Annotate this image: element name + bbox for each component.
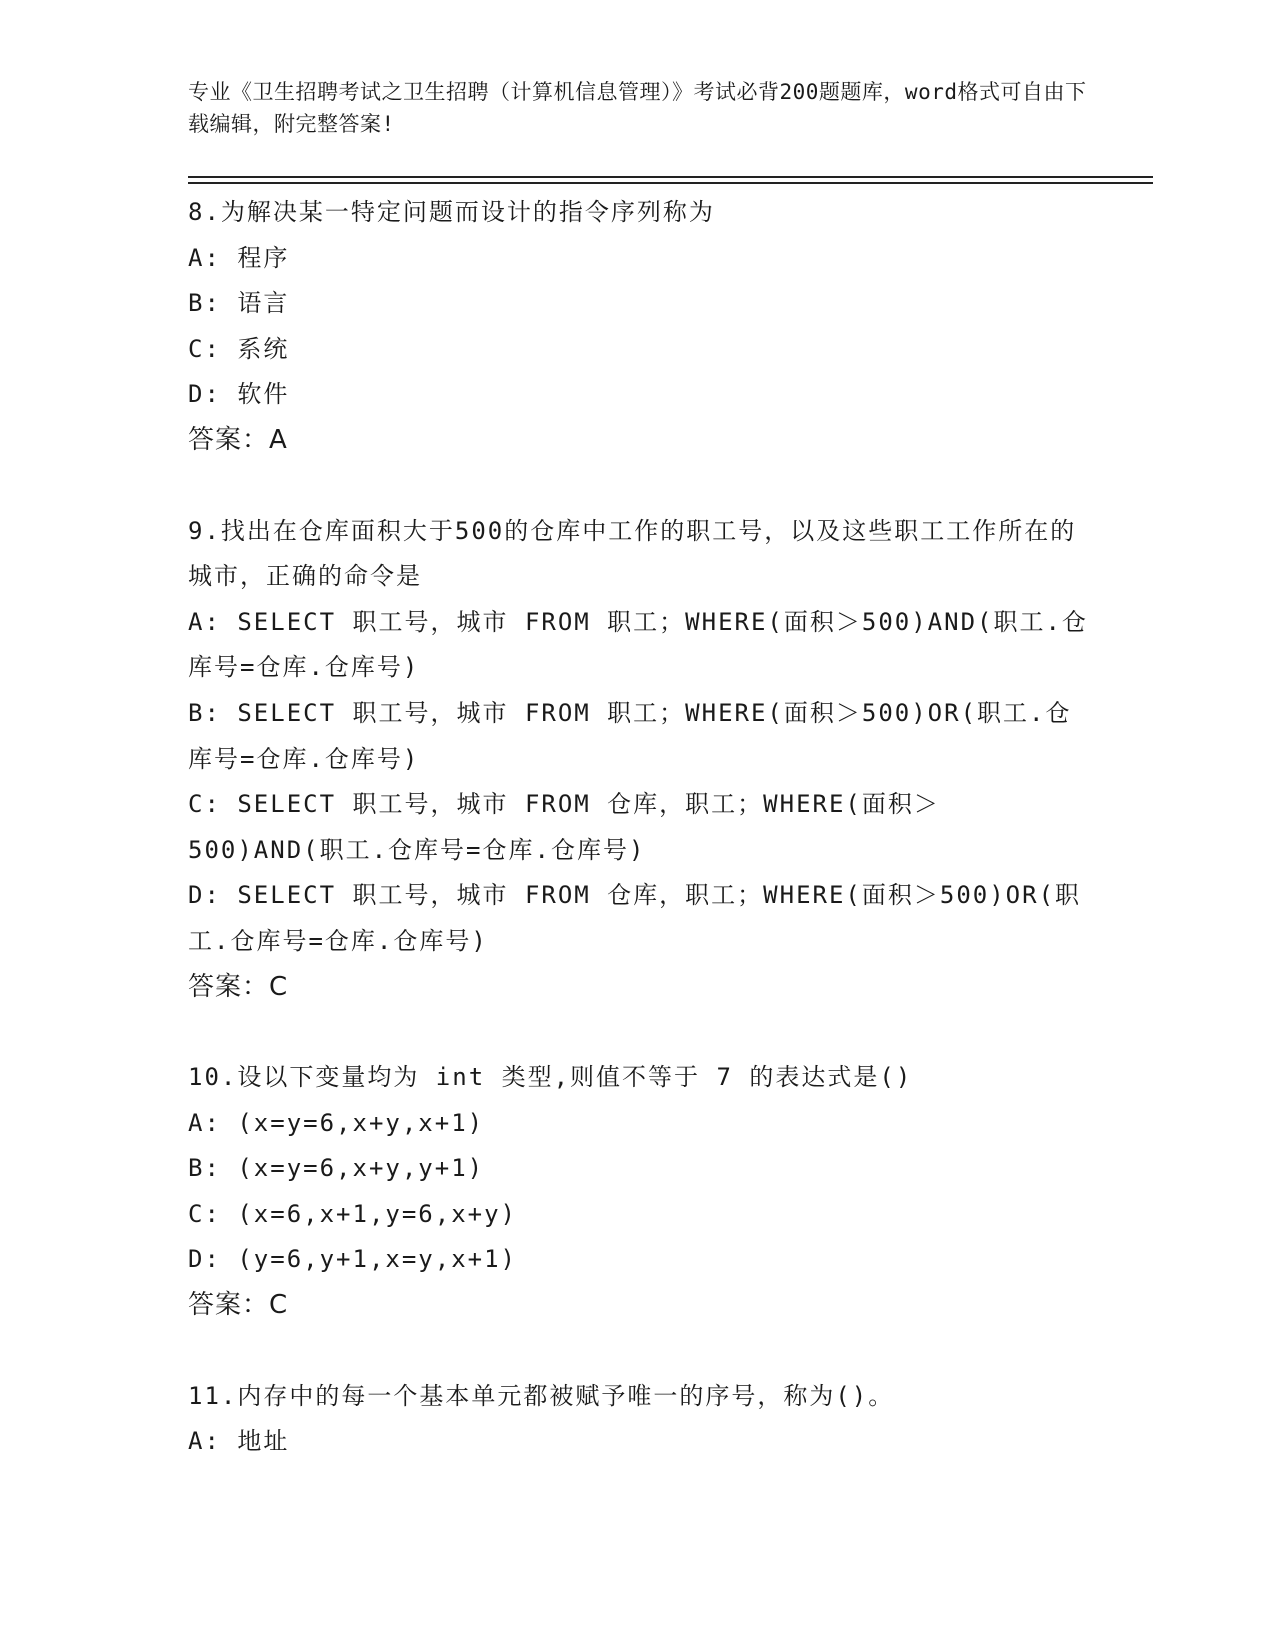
question-8 — [188, 190, 1088, 464]
option-a: A: 地址 — [188, 1427, 290, 1456]
question-stem: 11.内存中的每一个基本单元都被赋予唯一的序号，称为()。 — [188, 1381, 895, 1410]
question-stem: 10.设以下变量均为 int 类型,则值不等于 7 的表达式是() — [188, 1063, 913, 1092]
answer-text: 答案：C — [188, 1290, 289, 1321]
spacer — [188, 464, 1088, 509]
option-d: D: SELECT 职工号，城市 FROM 仓库，职工；WHERE(面积＞500)OR(职工.仓库号=仓库.仓库号) — [188, 881, 1082, 955]
option-c: C: (x=6,x+1,y=6,x+y) — [188, 1199, 517, 1228]
document-header: 专业《卫生招聘考试之卫生招聘（计算机信息管理）》考试必背200题题库，word格式可自由下载编辑，附完整答案! — [188, 80, 1087, 136]
option-c: C: SELECT 职工号，城市 FROM 仓库，职工；WHERE(面积＞500)AND(职工.仓库号=仓库.仓库号) — [188, 790, 940, 864]
option-a: A: 程序 — [188, 243, 290, 272]
option-b: B: 语言 — [188, 289, 290, 318]
question-9 — [188, 509, 1088, 1011]
header-divider-bottom — [188, 182, 1153, 184]
option-c: C: 系统 — [188, 334, 290, 363]
option-a: A: SELECT 职工号，城市 FROM 职工；WHERE(面积＞500)AND(职工.仓库号=仓库.仓库号) — [188, 607, 1088, 682]
option-b: B: SELECT 职工号，城市 FROM 职工；WHERE(面积＞500)OR(职工.仓库号=仓库.仓库号) — [188, 698, 1072, 773]
spacer — [188, 1329, 1088, 1374]
question-10 — [188, 1055, 1088, 1329]
answer-text: 答案：A — [188, 424, 288, 455]
option-a: A: (x=y=6,x+y,x+1) — [188, 1108, 485, 1137]
answer-text: 答案：C — [188, 971, 289, 1002]
question-11 — [188, 1374, 1088, 1465]
header-divider-top — [188, 176, 1153, 178]
question-list — [188, 190, 1088, 1465]
option-b: B: (x=y=6,x+y,y+1) — [188, 1154, 485, 1183]
question-stem: 9.找出在仓库面积大于500的仓库中工作的职工号，以及这些职工工作所在的城市，正确的命令是 — [188, 516, 1077, 591]
spacer — [188, 1010, 1088, 1055]
option-d: D: 软件 — [188, 380, 290, 409]
question-stem: 8.为解决某一特定问题而设计的指令序列称为 — [188, 198, 715, 226]
option-d: D: (y=6,y+1,x=y,x+1) — [188, 1245, 517, 1274]
